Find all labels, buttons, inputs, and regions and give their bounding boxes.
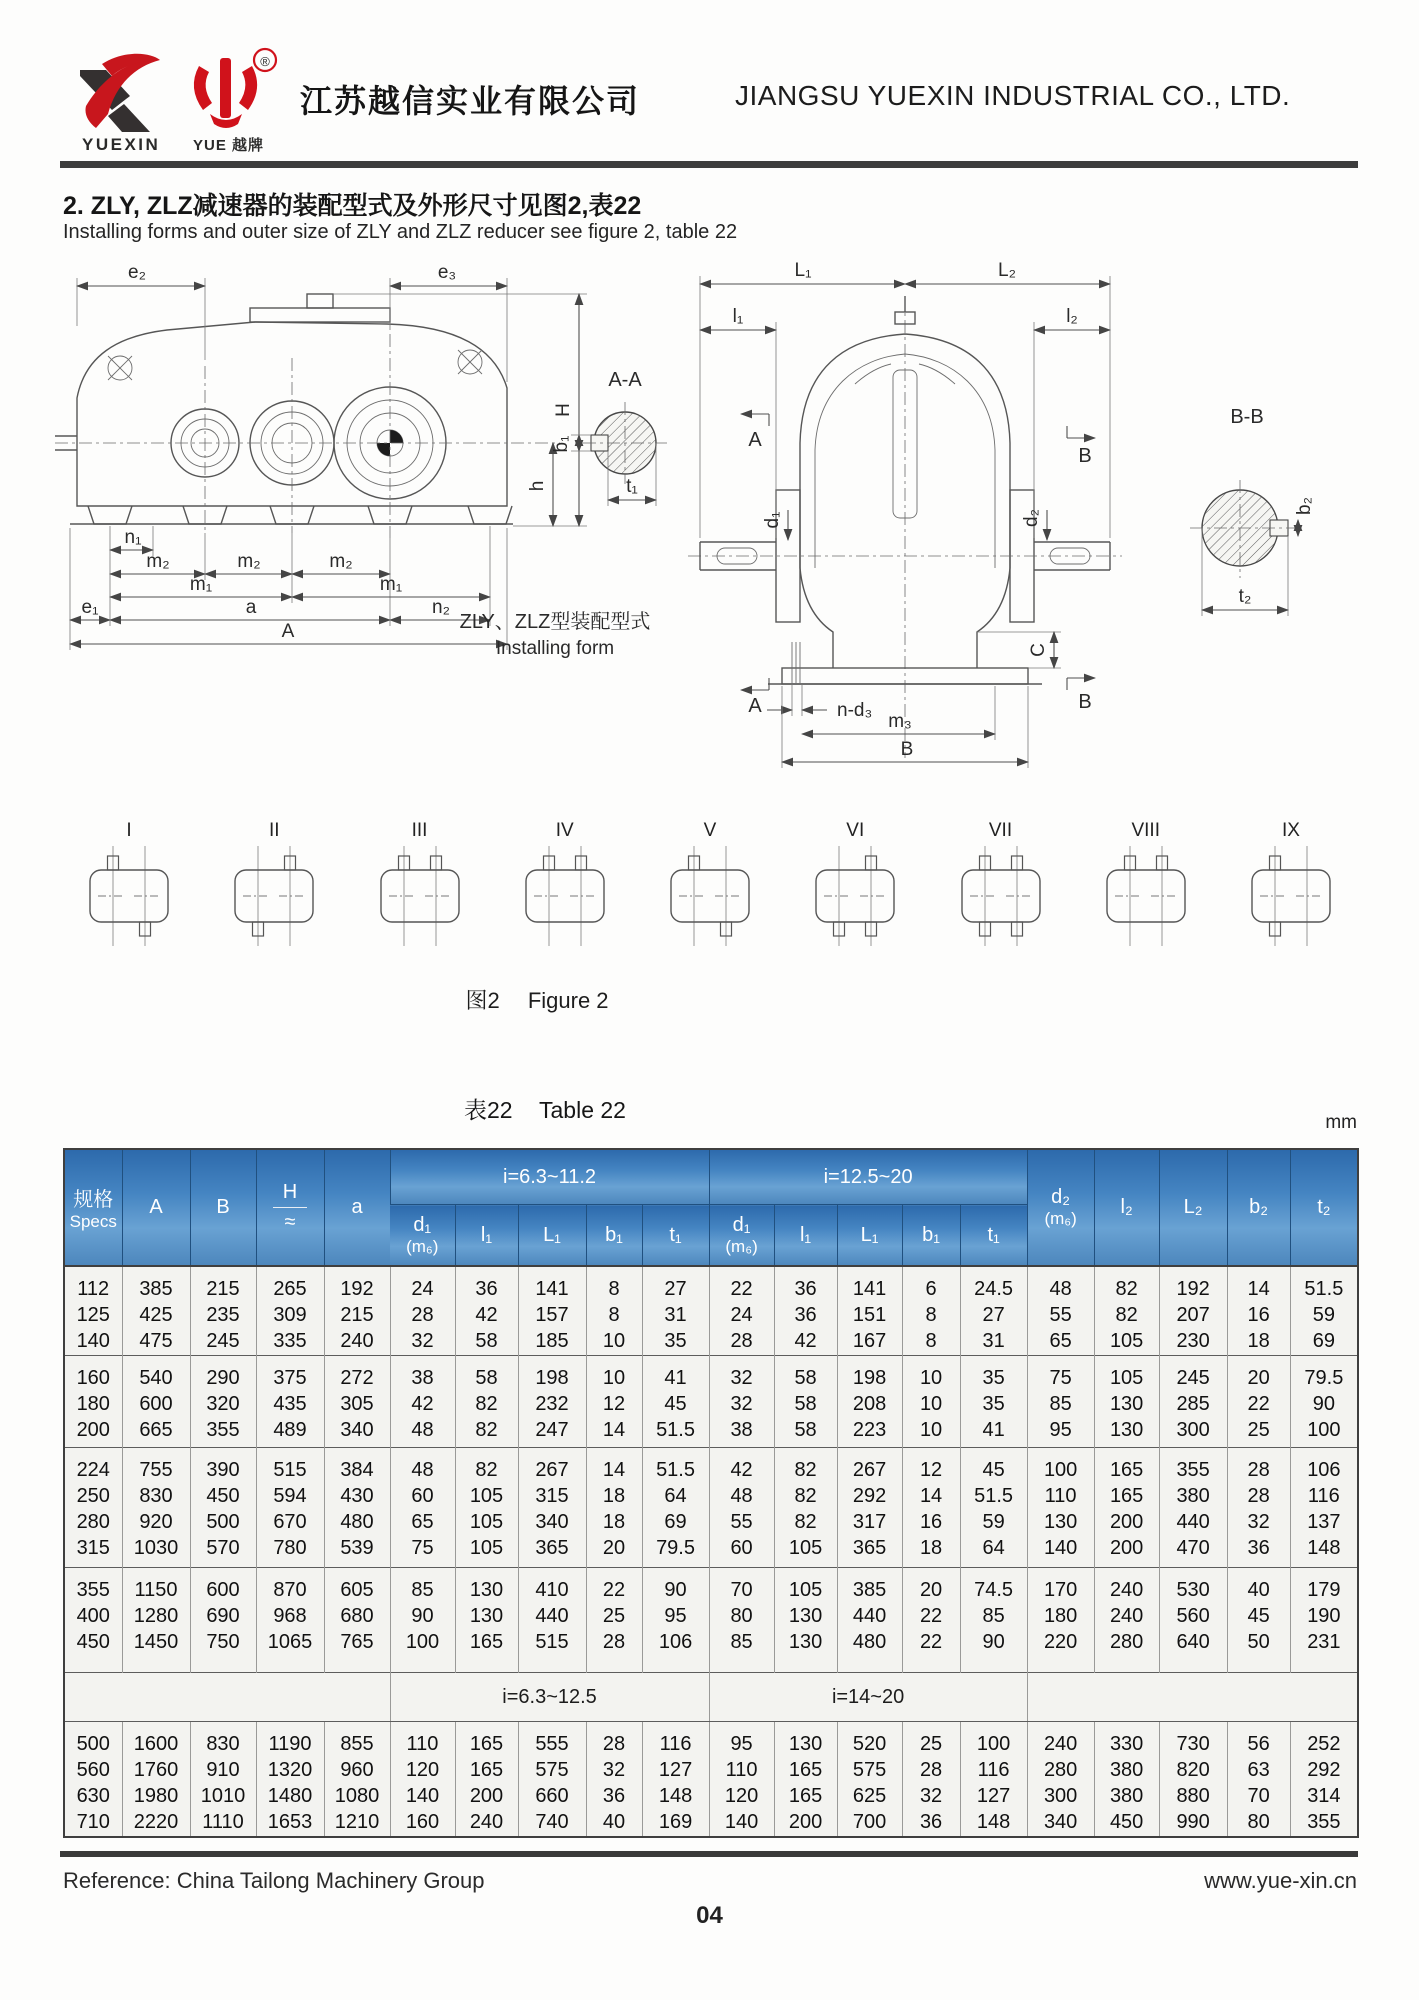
col-group-i1: i=6.3~11.2 (390, 1149, 709, 1205)
table-group-row (64, 1356, 1358, 1448)
value-cell: 24 28 32 (390, 1266, 455, 1356)
col-header-t1b: t₁ (960, 1205, 1027, 1267)
value-cell: 75 85 95 (1027, 1356, 1094, 1448)
spec-cell: 500 560 630 710 (76, 1733, 110, 1833)
yue-brand-logo-icon (194, 49, 276, 128)
band-label-left: i=6.3~12.5 (390, 1673, 709, 1722)
value-cell: 56 63 70 80 (1227, 1722, 1290, 1838)
value-cell: 198 208 223 (837, 1356, 902, 1448)
value-cell: 58 82 82 (455, 1356, 518, 1448)
svg-text:e₂: e₂ (128, 262, 146, 283)
value-cell: 855 960 1080 1210 (324, 1722, 390, 1838)
value-cell: 105 130 130 (774, 1568, 837, 1673)
svg-text:l₂: l₂ (1066, 306, 1078, 327)
yue-logo-text: YUE 越牌 (193, 137, 265, 154)
value-cell: 20 22 22 (902, 1568, 960, 1673)
svg-text:a: a (245, 597, 257, 618)
value-cell: 130 130 165 (455, 1568, 518, 1673)
value-cell: 116 127 148 169 (642, 1722, 709, 1838)
value-cell: 41 45 51.5 (642, 1356, 709, 1448)
dimension-table (63, 1148, 1359, 1838)
value-cell: 28 28 32 36 (1227, 1448, 1290, 1568)
value-cell: 730 820 880 990 (1159, 1722, 1227, 1838)
value-cell: 165 165 200 240 (455, 1722, 518, 1838)
header-divider (60, 161, 1358, 168)
registered-mark: ® (260, 54, 270, 69)
yuexin-logo-icon (80, 54, 160, 132)
svg-text:b₂: b₂ (1294, 497, 1315, 515)
svg-text:n₂: n₂ (432, 597, 450, 618)
spec-cell: 224 250 280 315 (64, 1448, 122, 1568)
form-icon (794, 846, 916, 946)
svg-text:e₁: e₁ (81, 597, 99, 618)
svg-text:A-A: A-A (608, 369, 642, 391)
value-cell: 6 8 8 (902, 1266, 960, 1356)
value-cell: 22 24 28 (709, 1266, 774, 1356)
svg-text:C: C (1028, 643, 1049, 657)
value-cell: 600 690 750 (190, 1568, 256, 1673)
value-cell: 530 560 640 (1159, 1568, 1227, 1673)
value-cell: 48 60 65 75 (390, 1448, 455, 1568)
form-numeral: VIII (1131, 820, 1160, 841)
table-group-row (64, 1568, 1358, 1673)
value-cell: 82 82 105 (1094, 1266, 1159, 1356)
form-numeral: II (268, 820, 280, 841)
value-cell: 252 292 314 355 (1290, 1722, 1358, 1838)
value-cell: 36 36 42 (774, 1266, 837, 1356)
value-cell: 22 25 28 (586, 1568, 642, 1673)
svg-text:m₂: m₂ (146, 551, 170, 572)
value-cell: 870 968 1065 (256, 1568, 324, 1673)
installing-form-IV (504, 820, 626, 951)
svg-text:L₂: L₂ (998, 260, 1016, 281)
value-cell: 14 18 18 20 (586, 1448, 642, 1568)
value-cell: 58 58 58 (774, 1356, 837, 1448)
svg-text:d₂: d₂ (1021, 509, 1042, 527)
form-icon (1230, 846, 1352, 946)
value-cell: 100 116 127 148 (960, 1722, 1027, 1838)
value-cell: 106 116 137 148 (1290, 1448, 1358, 1568)
value-cell: 141 151 167 (837, 1266, 902, 1356)
value-cell: 165 165 200 200 (1094, 1448, 1159, 1568)
svg-text:t₁: t₁ (626, 476, 638, 497)
value-cell: 170 180 220 (1027, 1568, 1094, 1673)
value-cell: 35 35 41 (960, 1356, 1027, 1448)
spec-cell: 160 180 200 (64, 1356, 122, 1448)
value-cell: 25 28 32 36 (902, 1722, 960, 1838)
col-header-B: B (190, 1149, 256, 1266)
value-cell: 240 280 300 340 (1027, 1722, 1094, 1838)
value-cell: 272 305 340 (324, 1356, 390, 1448)
value-cell: 38 42 48 (390, 1356, 455, 1448)
spec-cell: 355 400 450 (64, 1568, 122, 1673)
value-cell: 192 215 240 (324, 1266, 390, 1356)
value-cell: 515 594 670 780 (256, 1448, 324, 1568)
value-cell: 1600 1760 1980 2220 (122, 1722, 190, 1838)
value-cell: 267 292 317 365 (837, 1448, 902, 1568)
svg-text:L₁: L₁ (794, 260, 812, 281)
value-cell: 90 95 106 (642, 1568, 709, 1673)
value-cell: 385 425 475 (122, 1266, 190, 1356)
svg-text:B: B (1078, 445, 1092, 467)
section-b-b (1190, 406, 1315, 616)
svg-text:m₃: m₃ (888, 711, 912, 732)
form-numeral: IV (555, 820, 574, 841)
value-cell: 24.5 27 31 (960, 1266, 1027, 1356)
installing-caption-cn: ZLY、ZLZ型装配型式 (459, 611, 651, 633)
svg-text:b₁: b₁ (551, 435, 572, 453)
form-icon (213, 846, 335, 946)
svg-text:m₂: m₂ (329, 551, 353, 572)
col-header-l1b: l₁ (774, 1205, 837, 1267)
value-cell: 8 8 10 (586, 1266, 642, 1356)
col-header-l2: l₂ (1094, 1149, 1159, 1266)
value-cell: 51.5 64 69 79.5 (642, 1448, 709, 1568)
col-header-H: H ≈ (256, 1149, 324, 1266)
table-group-row (64, 1722, 1358, 1838)
table-body (64, 1266, 1358, 1837)
table-group-row (64, 1266, 1358, 1356)
col-header-t2: t₂ (1290, 1149, 1358, 1266)
installing-form-VIII (1085, 820, 1207, 951)
col-header-l1a: l₁ (455, 1205, 518, 1267)
value-cell: 410 440 515 (518, 1568, 586, 1673)
value-cell: 10 10 10 (902, 1356, 960, 1448)
form-numeral: V (703, 820, 717, 841)
company-name-en: JIANGSU YUEXIN INDUSTRIAL CO., LTD. (735, 80, 1291, 111)
value-cell: 85 90 100 (390, 1568, 455, 1673)
value-cell: 27 31 35 (642, 1266, 709, 1356)
section-title-en: Installing forms and outer size of ZLY and ZLZ reducer see figure 2, table 22 (63, 221, 738, 243)
svg-text:A: A (748, 695, 762, 717)
svg-text:A: A (748, 429, 762, 451)
svg-text:t₂: t₂ (1238, 586, 1252, 607)
value-cell: 384 430 480 539 (324, 1448, 390, 1568)
col-header-a: a (324, 1149, 390, 1266)
value-cell: 265 309 335 (256, 1266, 324, 1356)
svg-text:n-d₃: n-d₃ (837, 700, 873, 721)
value-cell: 36 42 58 (455, 1266, 518, 1356)
value-cell: 355 380 440 470 (1159, 1448, 1227, 1568)
value-cell: 20 22 25 (1227, 1356, 1290, 1448)
value-cell: 45 51.5 59 64 (960, 1448, 1027, 1568)
section-title-cn: 2. ZLY, ZLZ减速器的装配型式及外形尺寸见图2,表22 (63, 192, 642, 220)
value-cell: 10 12 14 (586, 1356, 642, 1448)
installing-form-V (649, 820, 771, 951)
col-header-b1b: b₁ (902, 1205, 960, 1267)
end-view-drawing (688, 260, 1122, 768)
form-numeral: VII (988, 820, 1013, 841)
value-cell: 130 165 165 200 (774, 1722, 837, 1838)
yuexin-logo-text: YUEXIN (82, 135, 161, 154)
table-unit: mm (1325, 1112, 1357, 1133)
form-icon (649, 846, 771, 946)
value-cell: 74.5 85 90 (960, 1568, 1027, 1673)
value-cell: 240 240 280 (1094, 1568, 1159, 1673)
form-icon (359, 846, 481, 946)
value-cell: 290 320 355 (190, 1356, 256, 1448)
col-header-d1a: d₁ (m₆) (390, 1205, 455, 1267)
form-numeral: I (126, 820, 132, 841)
footer-website: www.yue-xin.cn (1204, 1868, 1357, 1893)
col-header-t1a: t₁ (642, 1205, 709, 1267)
col-header-b1a: b₁ (586, 1205, 642, 1267)
col-header-L1a: L₁ (518, 1205, 586, 1267)
installing-form-VII (940, 820, 1062, 951)
col-header-A: A (122, 1149, 190, 1266)
spec-cell: 112 125 140 (76, 1278, 110, 1352)
svg-text:m₁: m₁ (379, 574, 403, 595)
band-empty-right (1027, 1673, 1358, 1722)
table-group-row (64, 1448, 1358, 1568)
value-cell: 95 110 120 140 (709, 1722, 774, 1838)
section-a-a (551, 369, 667, 506)
svg-text:m₁: m₁ (189, 574, 213, 595)
svg-text:e₃: e₃ (437, 262, 457, 283)
installing-caption-en: Installing form (495, 638, 615, 659)
installing-form-II (213, 820, 335, 951)
value-cell: 110 120 140 160 (390, 1722, 455, 1838)
value-cell: 192 207 230 (1159, 1266, 1227, 1356)
installing-form-VI (794, 820, 916, 951)
logo-group (72, 44, 287, 162)
svg-text:l₁: l₁ (732, 306, 744, 327)
value-cell: 179 190 231 (1290, 1568, 1358, 1673)
col-header-L1b: L₁ (837, 1205, 902, 1267)
value-cell: 32 32 38 (709, 1356, 774, 1448)
side-view-drawing (55, 262, 587, 650)
svg-text:B-B: B-B (1230, 406, 1264, 428)
value-cell: 830 910 1010 1110 (190, 1722, 256, 1838)
svg-text:H: H (553, 403, 574, 417)
form-icon (68, 846, 190, 946)
value-cell: 1150 1280 1450 (122, 1568, 190, 1673)
value-cell: 755 830 920 1030 (122, 1448, 190, 1568)
value-cell: 198 232 247 (518, 1356, 586, 1448)
table-caption-cn: 表22 (464, 1097, 513, 1123)
svg-text:B: B (900, 739, 914, 760)
installing-form-I (68, 820, 190, 951)
col-header-b2: b₂ (1227, 1149, 1290, 1266)
col-group-i2: i=12.5~20 (709, 1149, 1027, 1205)
table-caption (0, 1092, 1090, 1125)
value-cell: 330 380 380 450 (1094, 1722, 1159, 1838)
value-cell: 215 235 245 (190, 1266, 256, 1356)
value-cell: 375 435 489 (256, 1356, 324, 1448)
value-cell: 79.5 90 100 (1290, 1356, 1358, 1448)
value-cell: 70 80 85 (709, 1568, 774, 1673)
band-empty-left (64, 1673, 390, 1722)
col-header-d2: d₂ (m₆) (1027, 1149, 1094, 1266)
form-icon (1085, 846, 1207, 946)
value-cell: 141 157 185 (518, 1266, 586, 1356)
col-header-L2: L₂ (1159, 1149, 1227, 1266)
figure-2-drawing (55, 238, 1365, 783)
svg-text:A: A (281, 621, 295, 642)
figure-caption-en: Figure 2 (527, 988, 609, 1013)
value-cell: 267 315 340 365 (518, 1448, 586, 1568)
svg-text:n₁: n₁ (124, 527, 142, 548)
installing-form-IX (1230, 820, 1352, 951)
svg-text:B: B (1078, 691, 1092, 713)
svg-text:h: h (527, 480, 548, 492)
figure-caption (0, 984, 1074, 1015)
value-cell: 12 14 16 18 (902, 1448, 960, 1568)
form-numeral: IX (1282, 820, 1300, 841)
form-icon (504, 846, 626, 946)
value-cell: 555 575 660 740 (518, 1722, 586, 1838)
value-cell: 82 105 105 105 (455, 1448, 518, 1568)
value-cell: 40 45 50 (1227, 1568, 1290, 1673)
value-cell: 1190 1320 1480 1653 (256, 1722, 324, 1838)
value-cell: 14 16 18 (1227, 1266, 1290, 1356)
form-icon (940, 846, 1062, 946)
value-cell: 520 575 625 700 (837, 1722, 902, 1838)
page-number: 04 (696, 1902, 723, 1929)
value-cell: 105 130 130 (1094, 1356, 1159, 1448)
table-caption-en: Table 22 (539, 1097, 626, 1123)
form-numeral: III (411, 820, 428, 841)
value-cell: 100 110 130 140 (1027, 1448, 1094, 1568)
figure-caption-cn: 图2 (465, 988, 500, 1013)
form-numeral: VI (846, 820, 865, 841)
band-label-right: i=14~20 (709, 1673, 1027, 1722)
footer-divider (60, 1851, 1358, 1857)
value-cell: 51.5 59 69 (1290, 1266, 1358, 1356)
value-cell: 48 55 65 (1027, 1266, 1094, 1356)
value-cell: 42 48 55 60 (709, 1448, 774, 1568)
installing-forms-row (68, 820, 1352, 951)
value-cell: 28 32 36 40 (586, 1722, 642, 1838)
svg-text:m₂: m₂ (237, 551, 261, 572)
value-cell: 390 450 500 570 (190, 1448, 256, 1568)
footer-reference: Reference: China Tailong Machinery Group (63, 1868, 485, 1893)
value-cell: 385 440 480 (837, 1568, 902, 1673)
company-name-cn: 江苏越信实业有限公司 (300, 83, 641, 119)
installing-form-III (359, 820, 481, 951)
col-header-specs: 规格 Specs (64, 1149, 122, 1266)
value-cell: 605 680 765 (324, 1568, 390, 1673)
svg-text:d₁: d₁ (762, 511, 783, 529)
col-header-d1b: d₁ (m₆) (709, 1205, 774, 1267)
value-cell: 82 82 82 105 (774, 1448, 837, 1568)
table-mid-band-row (64, 1673, 1358, 1722)
value-cell: 245 285 300 (1159, 1356, 1227, 1448)
value-cell: 540 600 665 (122, 1356, 190, 1448)
